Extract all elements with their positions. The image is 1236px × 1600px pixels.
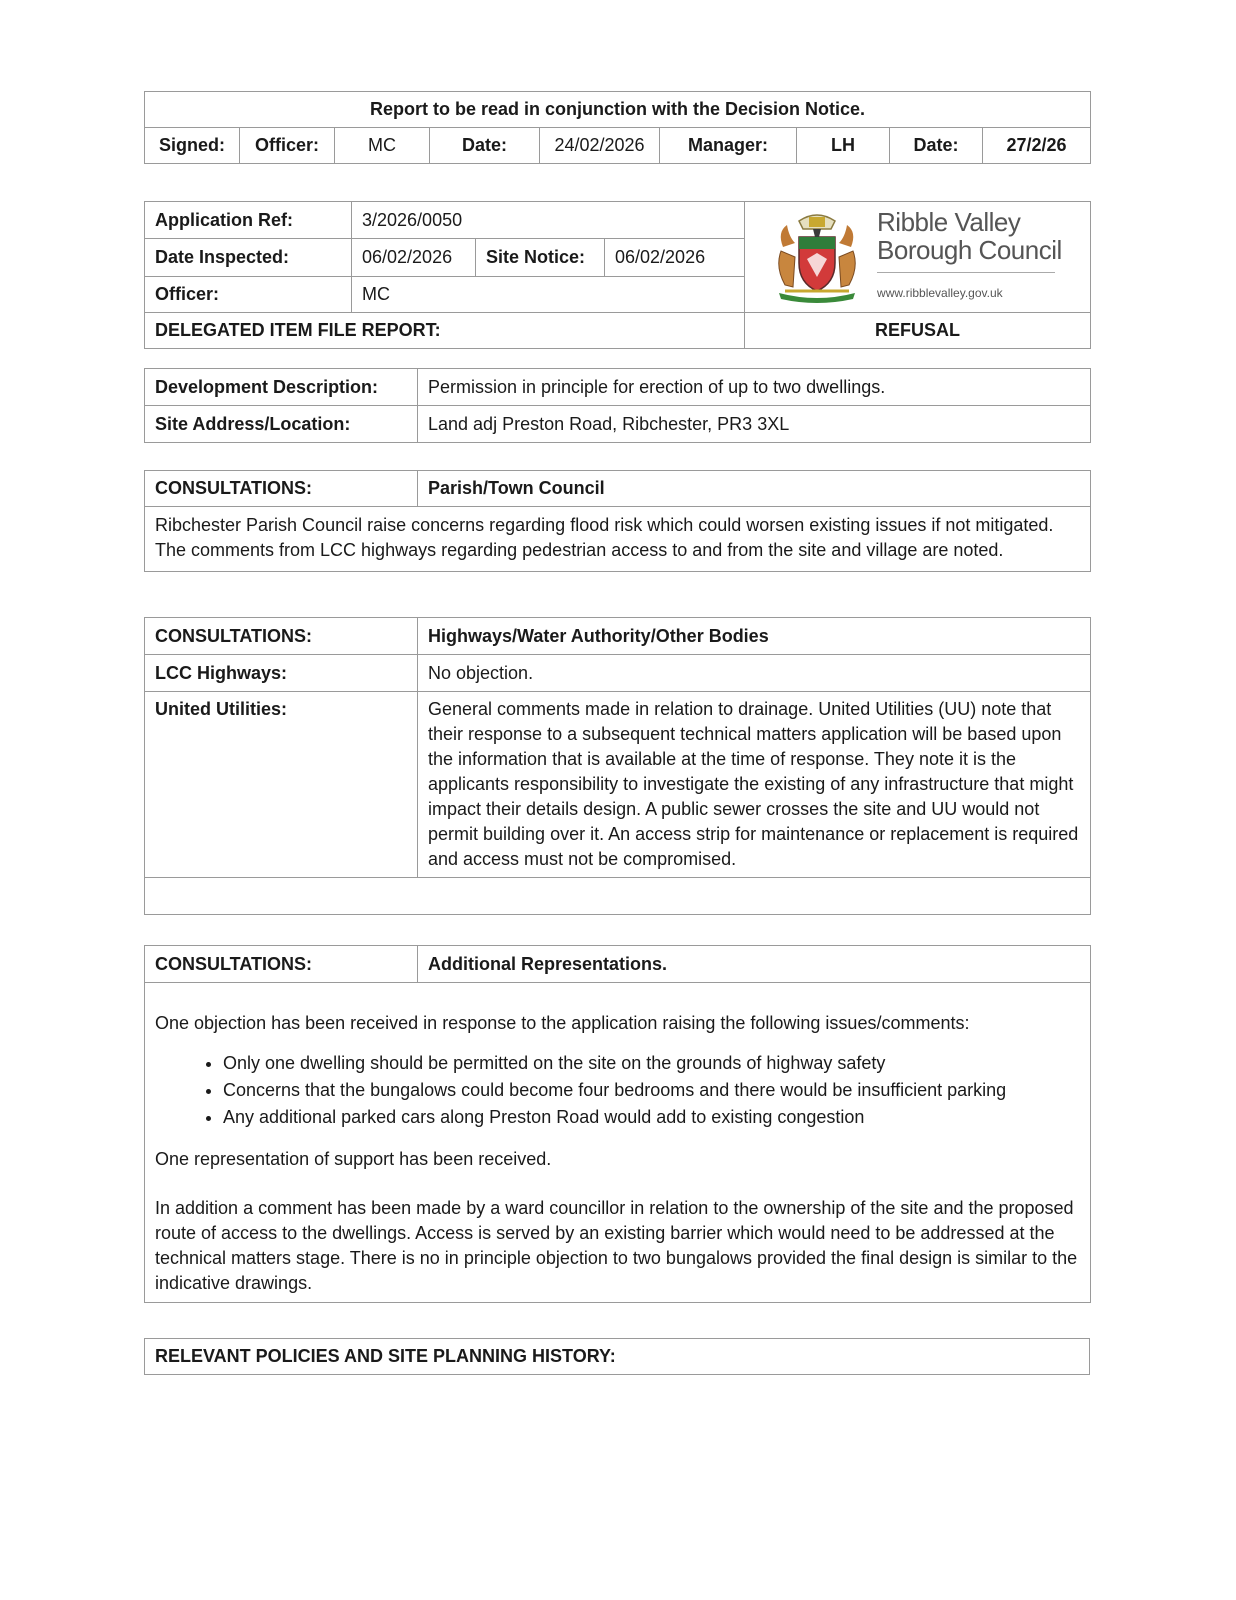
date-value: 24/02/2026 — [540, 128, 660, 164]
application-officer-label: Officer: — [145, 276, 352, 312]
policies-table — [144, 1338, 1090, 1375]
report-type-label: DELEGATED ITEM FILE REPORT: — [145, 313, 745, 349]
application-ref-value: 3/2026/0050 — [352, 202, 745, 239]
date-label: Date: — [430, 128, 540, 164]
development-description-label: Development Description: — [145, 369, 418, 406]
parish-comment: Ribchester Parish Council raise concerns regarding flood risk which could worsen existing issues if not mitigated. The comments from LCC highways regarding pedestrian access to and from the site and village are noted. — [145, 507, 1091, 572]
application-table — [144, 201, 1091, 349]
highways-heading: Highways/Water Authority/Other Bodies — [418, 618, 1091, 655]
united-utilities-value: General comments made in relation to drainage. United Utilities (UU) note that their response to a subsequent technical matters application will be based upon the information that is available at the time of response. They note it is the applicants responsibility to investigate the existing of any infrastructure that might impact their details design. A public sewer crosses the site and UU would not permit building over it. An access strip for maintenance or replacement is required and access must not be compromised. — [418, 692, 1091, 878]
support-statement: One representation of support has been received. — [155, 1149, 552, 1169]
lcc-highways-value: No objection. — [418, 655, 1091, 692]
site-address-value: Land adj Preston Road, Ribchester, PR3 3XL — [418, 406, 1091, 443]
representations-intro: One objection has been received in response to the application raising the following issues/comments: — [155, 1013, 970, 1033]
parish-consultation-table — [144, 470, 1091, 572]
site-notice-value: 06/02/2026 — [605, 239, 745, 276]
spacer-row — [145, 878, 1091, 915]
list-item: • Concerns that the bungalows could become four bedrooms and there would be insufficient parking — [223, 1077, 1080, 1104]
council-logo — [745, 202, 1091, 313]
representations-body — [145, 983, 1091, 1303]
policies-heading: RELEVANT POLICIES AND SITE PLANNING HISTORY: — [145, 1339, 1090, 1375]
council-name-line1: Ribble Valley — [877, 207, 1021, 237]
date-inspected-value: 06/02/2026 — [352, 239, 476, 276]
united-utilities-label: United Utilities: — [145, 692, 418, 878]
development-table — [144, 368, 1091, 443]
site-address-label: Site Address/Location: — [145, 406, 418, 443]
highways-consultation-table — [144, 617, 1091, 915]
list-item: • Only one dwelling should be permitted on the site on the grounds of highway safety — [223, 1050, 1080, 1077]
list-item: • Any additional parked cars along Preston Road would add to existing congestion — [223, 1104, 1080, 1131]
officer-label: Officer: — [240, 128, 335, 164]
decision-value: REFUSAL — [745, 313, 1091, 349]
application-ref-label: Application Ref: — [145, 202, 352, 239]
representations-table — [144, 945, 1091, 1303]
manager-label: Manager: — [660, 128, 797, 164]
decision-notice-heading: Report to be read in conjunction with the Decision Notice. — [145, 92, 1091, 128]
coat-of-arms-icon — [769, 207, 865, 307]
representations-bullets — [155, 1050, 1080, 1131]
manager-date-label: Date: — [890, 128, 983, 164]
signature-table — [144, 91, 1091, 164]
representations-consultations-label: CONSULTATIONS: — [145, 946, 418, 983]
councillor-comment: In addition a comment has been made by a ward councillor in relation to the ownership of the site and the proposed route of access to the dwellings. Access is served by an existing barrier which would need to be addressed at the technical matters stage. There is no in principle objection to two bungalows provided the final design is similar to the indicative drawings. — [155, 1198, 1078, 1293]
signed-label: Signed: — [145, 128, 240, 164]
council-url: www.ribblevalley.gov.uk — [877, 286, 1003, 300]
development-description-value: Permission in principle for erection of up to two dwellings. — [418, 369, 1091, 406]
lcc-highways-label: LCC Highways: — [145, 655, 418, 692]
highways-consultations-label: CONSULTATIONS: — [145, 618, 418, 655]
representations-heading: Additional Representations. — [418, 946, 1091, 983]
parish-heading: Parish/Town Council — [418, 471, 1091, 507]
application-officer-value: MC — [352, 276, 745, 312]
manager-value: LH — [797, 128, 890, 164]
date-inspected-label: Date Inspected: — [145, 239, 352, 276]
officer-value: MC — [335, 128, 430, 164]
parish-consultations-label: CONSULTATIONS: — [145, 471, 418, 507]
site-notice-label: Site Notice: — [476, 239, 605, 276]
council-name-line2: Borough Council — [877, 235, 1062, 265]
manager-date-value: 27/2/26 — [983, 128, 1091, 164]
